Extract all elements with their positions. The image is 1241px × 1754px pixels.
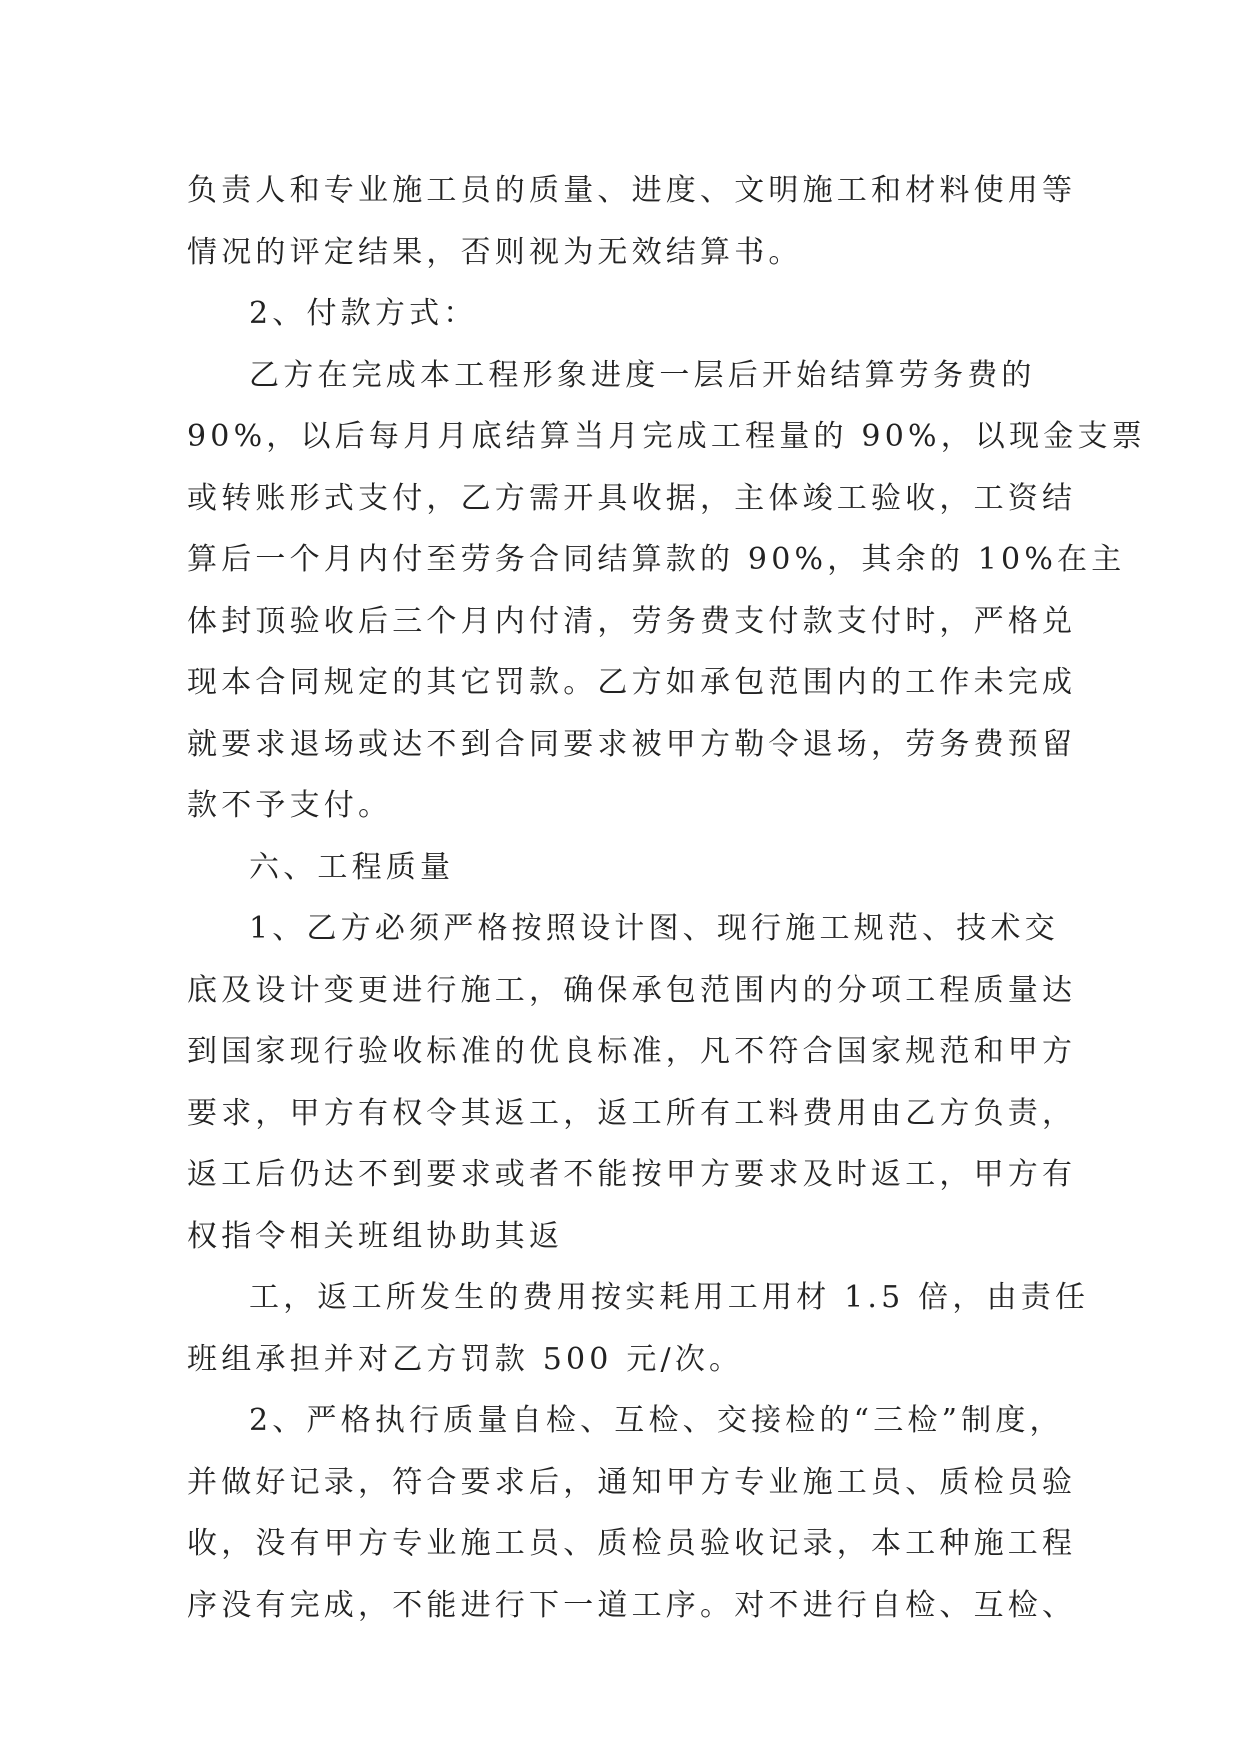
text-line: 或转账形式支付，乙方需开具收据，主体竣工验收，工资结 (187, 480, 1077, 516)
text-line: 2、严格执行质量自检、互检、交接检的“三检”制度， (249, 1403, 1064, 1438)
text-line: 体封顶验收后三个月内付清，劳务费支付款支付时，严格兑 (187, 603, 1077, 639)
text-line: 并做好记录，符合要求后，通知甲方专业施工员、质检员验 (187, 1464, 1077, 1500)
text-line: 班组承担并对乙方罚款 500 元/次。 (187, 1341, 744, 1377)
text-line: 底及设计变更进行施工，确保承包范围内的分项工程质量达 (187, 972, 1077, 1008)
text-line: 1、乙方必须严格按照设计图、现行施工规范、技术交 (249, 911, 1059, 946)
text-line: 返工后仍达不到要求或者不能按甲方要求及时返工，甲方有 (187, 1157, 1077, 1192)
text-line: 要求，甲方有权令其返工，返工所有工料费用由乙方负责， (187, 1095, 1077, 1131)
text-line: 2、付款方式： (249, 296, 478, 331)
text-line: 款不予支付。 (187, 788, 393, 823)
text-line: 权指令相关班组协助其返 (187, 1218, 564, 1254)
text-line: 情况的评定结果，否则视为无效结算书。 (187, 234, 803, 270)
text-line: 六、工程质量 (249, 849, 455, 885)
text-line: 90%，以后每月月底结算当月完成工程量的 90%，以现金支票 (187, 419, 1146, 454)
text-line: 负责人和专业施工员的质量、进度、文明施工和材料使用等 (187, 173, 1077, 208)
text-line: 乙方在完成本工程形象进度一层后开始结算劳务费的 (249, 357, 1036, 393)
document-body (187, 160, 1146, 1636)
text-line: 到国家现行验收标准的优良标准，凡不符合国家规范和甲方 (187, 1034, 1077, 1069)
text-line: 收，没有甲方专业施工员、质检员验收记录，本工种施工程 (187, 1526, 1077, 1561)
text-line: 算后一个月内付至劳务合同结算款的 90%，其余的 10%在主 (187, 542, 1126, 577)
text-line: 工，返工所发生的费用按实耗用工用材 1.5 倍，由责任 (249, 1280, 1090, 1315)
text-line: 就要求退场或达不到合同要求被甲方勒令退场，劳务费预留 (187, 726, 1077, 762)
text-line: 序没有完成，不能进行下一道工序。对不进行自检、互检、 (187, 1587, 1077, 1623)
text-line: 现本合同规定的其它罚款。乙方如承包范围内的工作未完成 (187, 665, 1077, 700)
